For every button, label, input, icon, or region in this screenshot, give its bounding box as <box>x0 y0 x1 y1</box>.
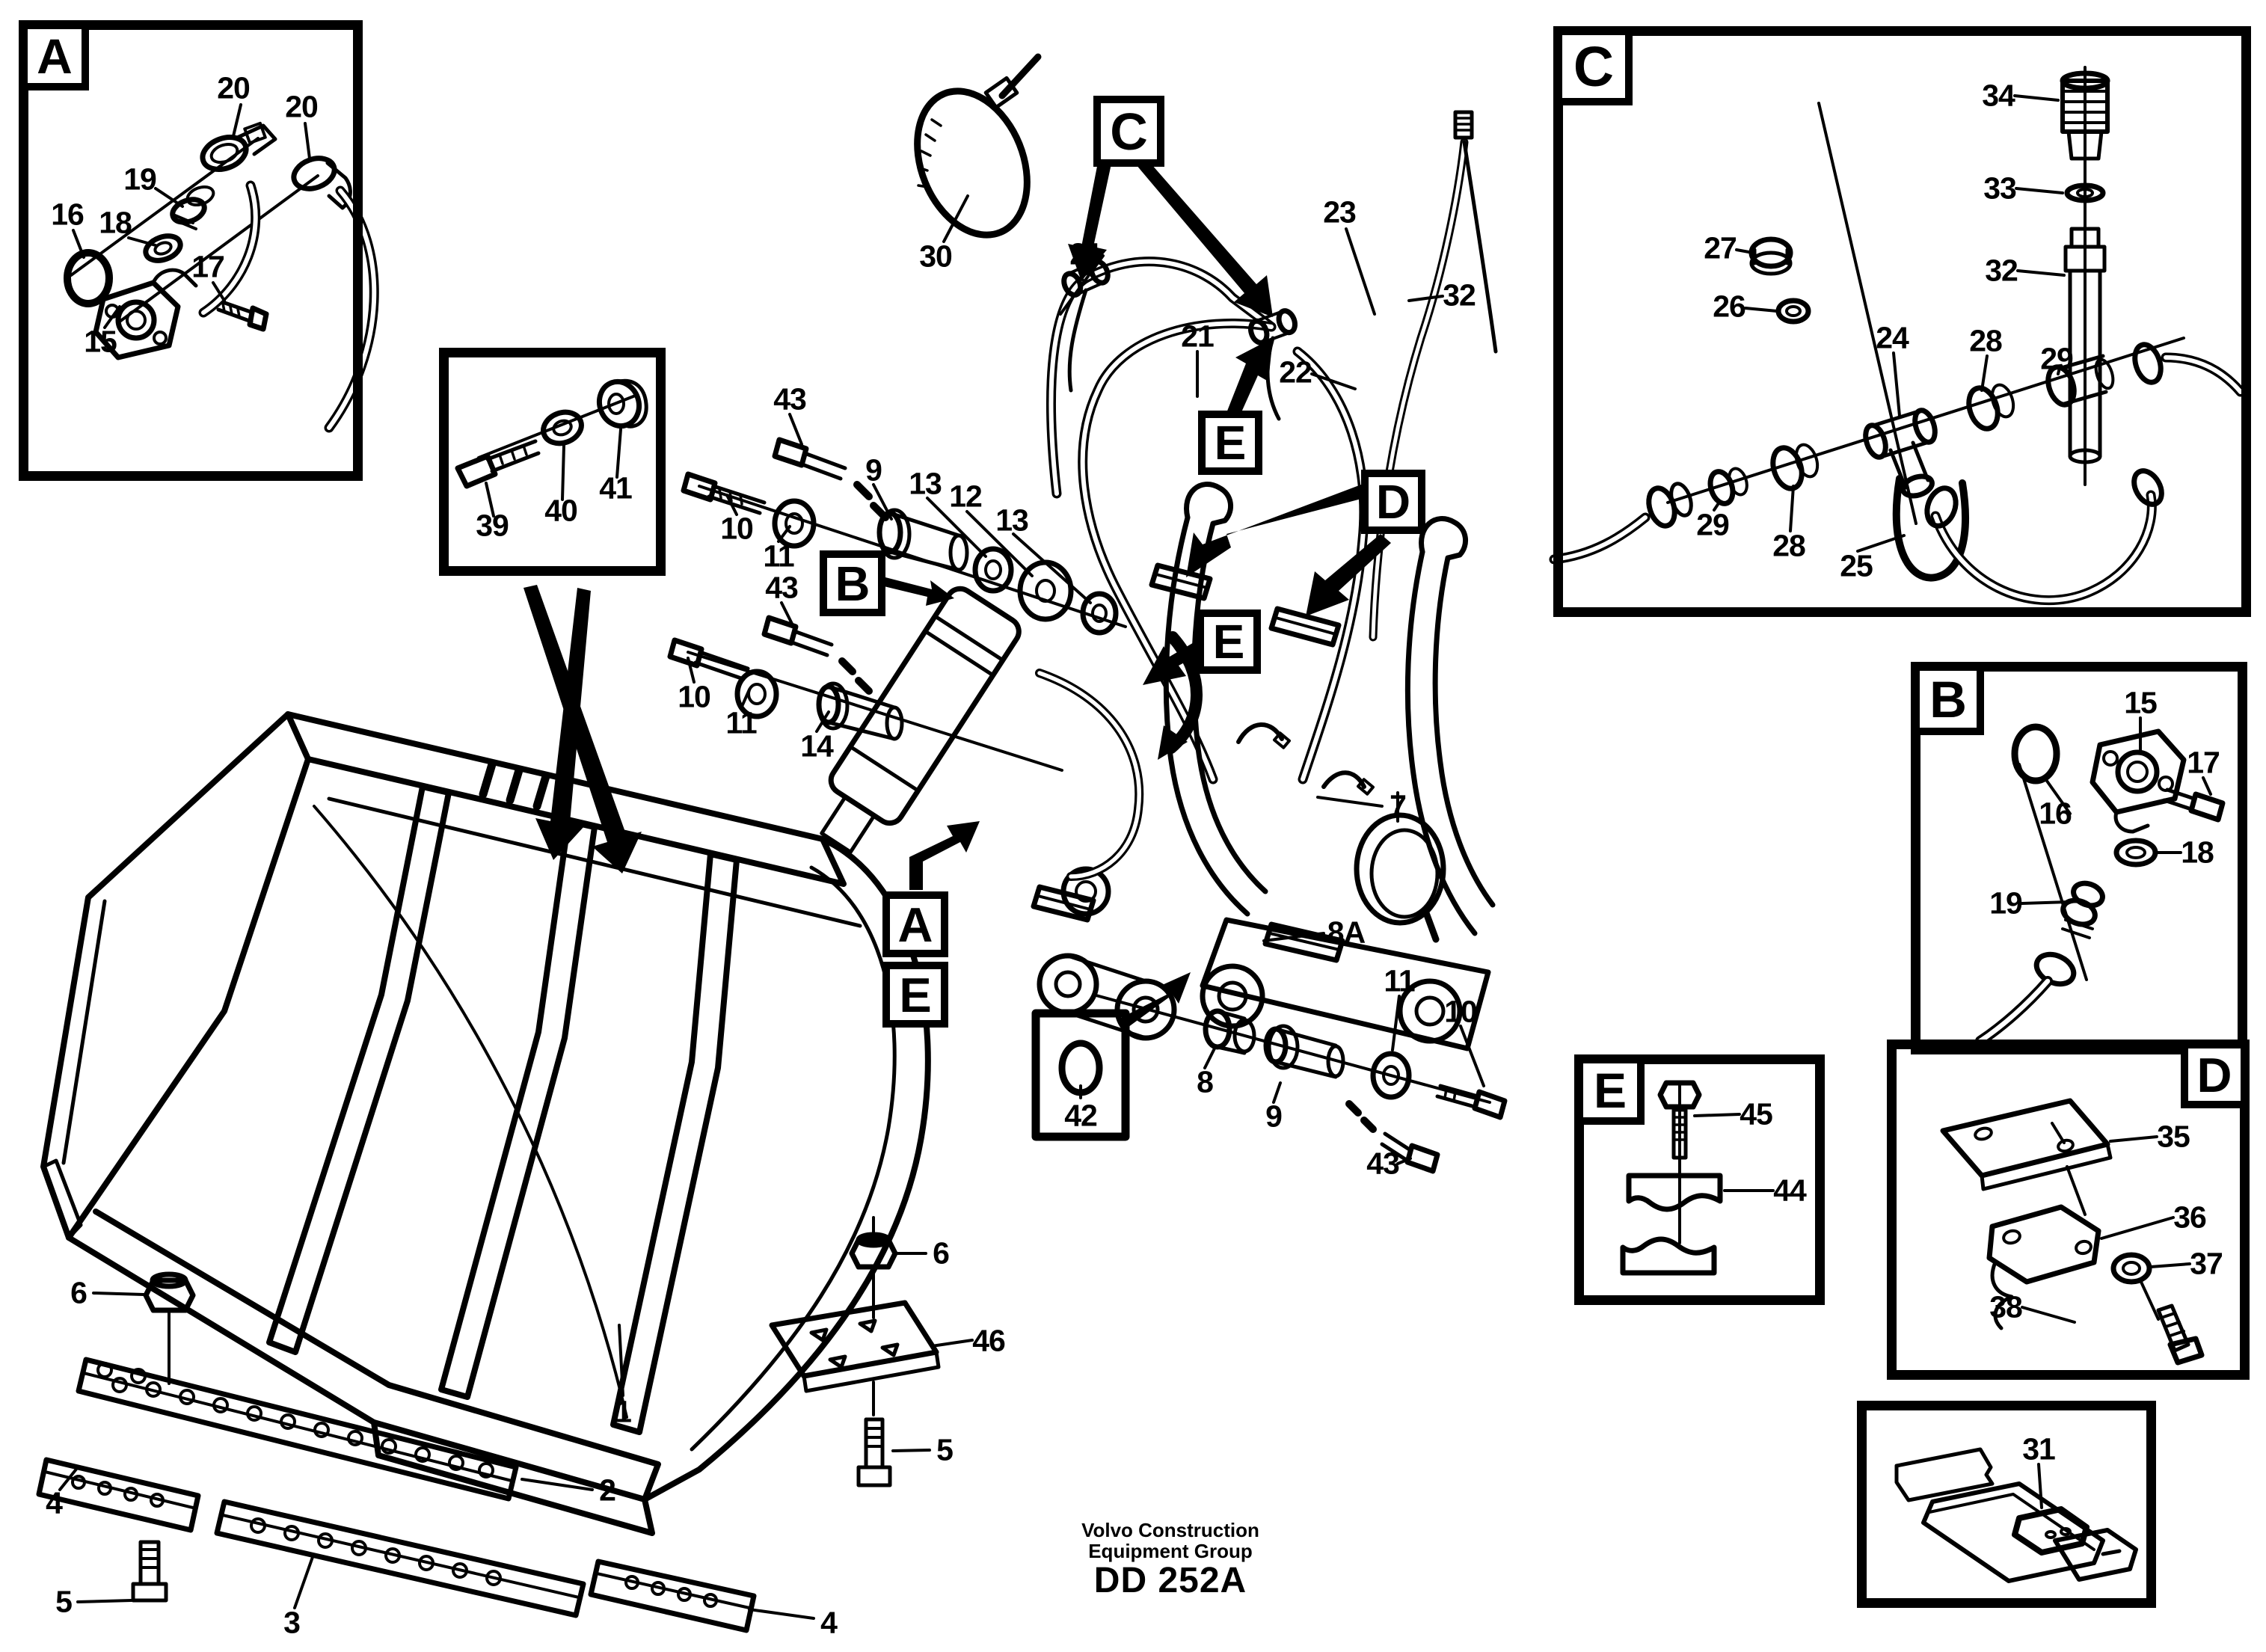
part-callout-6-35: 6 <box>70 1275 87 1310</box>
part-callout-19-2: 19 <box>123 162 156 197</box>
part-callout-20-0: 20 <box>217 70 250 105</box>
part-callout-43-23: 43 <box>765 570 798 605</box>
part-callout-26-48: 26 <box>1713 289 1745 324</box>
panel-letter-c: C <box>1555 28 1633 105</box>
part-callout-20-1: 20 <box>285 89 318 124</box>
part-callout-30-10: 30 <box>919 239 952 274</box>
part-callout-46-42: 46 <box>972 1323 1005 1358</box>
part-callout-29-52: 29 <box>2040 341 2073 376</box>
part-callout-42-34: 42 <box>1064 1098 1097 1133</box>
letter-marker-c-0: C <box>1093 96 1164 167</box>
letter-marker-e-1: E <box>1198 411 1262 475</box>
part-callout-32-15: 32 <box>1443 277 1476 313</box>
part-callout-2-37: 2 <box>599 1473 615 1508</box>
part-callout-19-60: 19 <box>1989 885 2022 921</box>
part-callout-1-36: 1 <box>615 1394 631 1429</box>
part-callout-21-11: 21 <box>1069 236 1102 271</box>
part-callout-24-50: 24 <box>1876 320 1909 355</box>
part-callout-18-4: 18 <box>99 205 132 240</box>
part-callout-17-57: 17 <box>2187 745 2220 780</box>
part-callout-39-7: 39 <box>476 508 509 543</box>
part-callout-28-54: 28 <box>1772 528 1805 563</box>
part-callout-11-25: 11 <box>725 705 757 740</box>
part-callout-12-21: 12 <box>949 479 982 514</box>
letter-marker-a-5: A <box>882 891 948 957</box>
part-callout-6-43: 6 <box>933 1235 949 1271</box>
letter-marker-e-3: E <box>1197 609 1261 674</box>
part-callout-8a-28: 8A <box>1327 915 1366 950</box>
letter-marker-b-4: B <box>820 550 885 616</box>
part-callout-44-62: 44 <box>1773 1173 1806 1208</box>
panel-letter-b: B <box>1912 663 1984 735</box>
part-callout-9-19: 9 <box>865 452 882 488</box>
part-callout-3-40: 3 <box>283 1605 300 1640</box>
part-callout-27-47: 27 <box>1704 230 1737 265</box>
part-callout-13-20: 13 <box>909 466 942 501</box>
part-callout-38-66: 38 <box>1989 1289 2022 1324</box>
part-callout-13-22: 13 <box>995 503 1028 538</box>
part-callout-25-55: 25 <box>1840 548 1873 583</box>
part-callout-5-39: 5 <box>55 1584 72 1619</box>
part-callout-11-29: 11 <box>1384 963 1415 998</box>
part-callout-40-8: 40 <box>544 493 577 528</box>
part-callout-43-16: 43 <box>773 381 806 417</box>
part-callout-43-33: 43 <box>1366 1146 1399 1181</box>
panel-letter-e: E <box>1576 1056 1645 1125</box>
part-callout-29-53: 29 <box>1696 507 1729 542</box>
part-callout-36-64: 36 <box>2173 1200 2206 1235</box>
part-callout-45-61: 45 <box>1740 1096 1772 1131</box>
part-callout-37-65: 37 <box>2190 1246 2223 1281</box>
part-callout-23-12: 23 <box>1323 194 1356 230</box>
part-callout-18-59: 18 <box>2181 835 2214 870</box>
part-callout-22-14: 22 <box>1279 354 1312 390</box>
part-callout-10-30: 10 <box>1444 994 1477 1029</box>
panel-bolt-kit <box>439 348 666 576</box>
letter-marker-e-6: E <box>882 962 948 1028</box>
part-callout-10-17: 10 <box>720 511 753 546</box>
footer-brand-line2: Equipment Group <box>1088 1540 1253 1562</box>
footer-drawing-code: DD 252A <box>1093 1561 1247 1600</box>
footer-brand-line1: Volvo Construction <box>1081 1519 1259 1541</box>
part-callout-10-24: 10 <box>678 679 710 714</box>
part-callout-4-41: 4 <box>820 1605 837 1640</box>
part-callout-32-49: 32 <box>1985 253 2018 288</box>
part-callout-7-27: 7 <box>1390 788 1406 823</box>
part-callout-41-9: 41 <box>599 470 632 506</box>
part-callout-31-67: 31 <box>2022 1431 2055 1467</box>
letter-marker-d-2: D <box>1361 470 1425 534</box>
part-callout-28-51: 28 <box>1969 323 2002 358</box>
part-callout-35-63: 35 <box>2157 1119 2190 1154</box>
panel-letter-a: A <box>20 22 89 90</box>
part-callout-34-45: 34 <box>1982 78 2015 113</box>
panel-strap <box>1857 1401 2156 1608</box>
part-callout-15-6: 15 <box>84 324 117 359</box>
part-callout-9-32: 9 <box>1265 1099 1282 1134</box>
part-callout-5-44: 5 <box>936 1432 953 1467</box>
part-callout-4-38: 4 <box>46 1485 62 1520</box>
panel-letter-d: D <box>2181 1041 2248 1108</box>
part-callout-17-5: 17 <box>191 249 224 284</box>
part-callout-16-58: 16 <box>2039 796 2072 831</box>
part-callout-33-46: 33 <box>1983 171 2016 206</box>
part-callout-11-18: 11 <box>763 538 794 574</box>
part-callout-16-3: 16 <box>51 197 84 232</box>
part-callout-15-56: 15 <box>2124 685 2157 720</box>
part-callout-14-26: 14 <box>800 728 833 764</box>
part-callout-8-31: 8 <box>1197 1064 1213 1099</box>
part-callout-21-13: 21 <box>1181 319 1214 354</box>
